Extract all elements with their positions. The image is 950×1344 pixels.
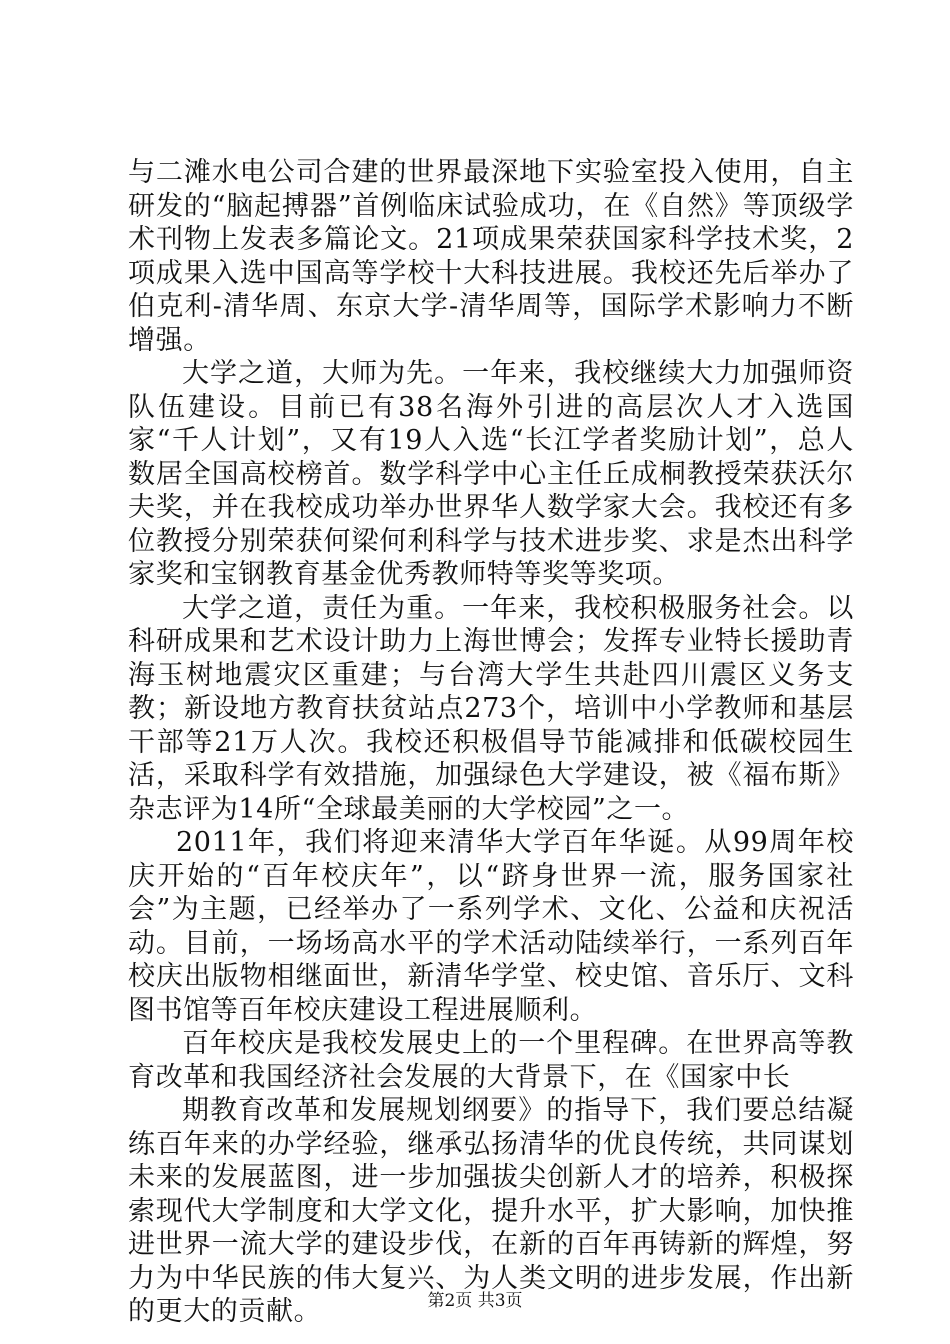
paragraph-outlook: 期教育改革和发展规划纲要》的指导下，我们要总结凝练百年来的办学经验，继承弘扬清华的优良传统，共同谋划未来的发展蓝图，进一步加强拔尖创新人才的培养，积极探索现代大学制度和大学文化，提升水平，扩大影响，加快推进世界一流大学的建设步伐，在新的百年再铸新的辉煌，努力为中华民族的伟大复兴、为人类文明的进步发展，作出新的更大的贡献。 xyxy=(128,1095,854,1327)
paragraph-research-achievements: 与二滩水电公司合建的世界最深地下实验室投入使用，自主研发的“脑起搏器”首例临床试验成功，在《自然》等顶级学术刊物上发表多篇论文。21项成果荣获国家科学技术奖，2项成果入选中国高等学校十大科技进展。我校还先后举办了伯克利-清华周、东京大学-清华周等，国际学术影响力不断增强。 xyxy=(128,157,854,356)
document-body xyxy=(128,156,854,1329)
paragraph-social-service: 大学之道，责任为重。一年来，我校积极服务社会。以科研成果和艺术设计助力上海世博会；发挥专业特长援助青海玉树地震灾区重建；与台湾大学生共赴四川震区义务支教；新设地方教育扶贫站点273个，培训中小学教师和基层干部等21万人次。我校还积极倡导节能减排和低碳校园生活，采取科学有效措施，加强绿色大学建设，被《福布斯》杂志评为14所“全球最美丽的大学校园”之一。 xyxy=(128,592,854,825)
page-number-footer: 第2页 共3页 xyxy=(427,1291,523,1311)
paragraph-faculty: 大学之道，大师为先。一年来，我校继续大力加强师资队伍建设。目前已有38名海外引进的高层次人才入选国家“千人计划”，又有19人入选“长江学者奖励计划”，总人数居全国高校榜首。数学科学中心主任丘成桐教授荣获沃尔夫奖，并在我校成功举办世界华人数学家大会。我校还有多位教授分别荣获何梁何利科学与技术进步奖、求是杰出科学家奖和宝钢教育基金优秀教师特等奖等奖项。 xyxy=(128,358,854,590)
paragraph-milestone: 百年校庆是我校发展史上的一个里程碑。在世界高等教育改革和我国经济社会发展的大背景下，在《国家中长 xyxy=(128,1028,854,1093)
paragraph-centennial-year: 2011年，我们将迎来清华大学百年华诞。从99周年校庆开始的“百年校庆年”，以“跻身世界一流，服务国家社会”为主题，已经举办了一系列学术、文化、公益和庆祝活动。目前，一场场高水平的学术活动陆续举行，一系列百年校庆出版物相继面世，新清华学堂、校史馆、音乐厅、文科图书馆等百年校庆建设工程进展顺利。 xyxy=(128,827,854,1026)
